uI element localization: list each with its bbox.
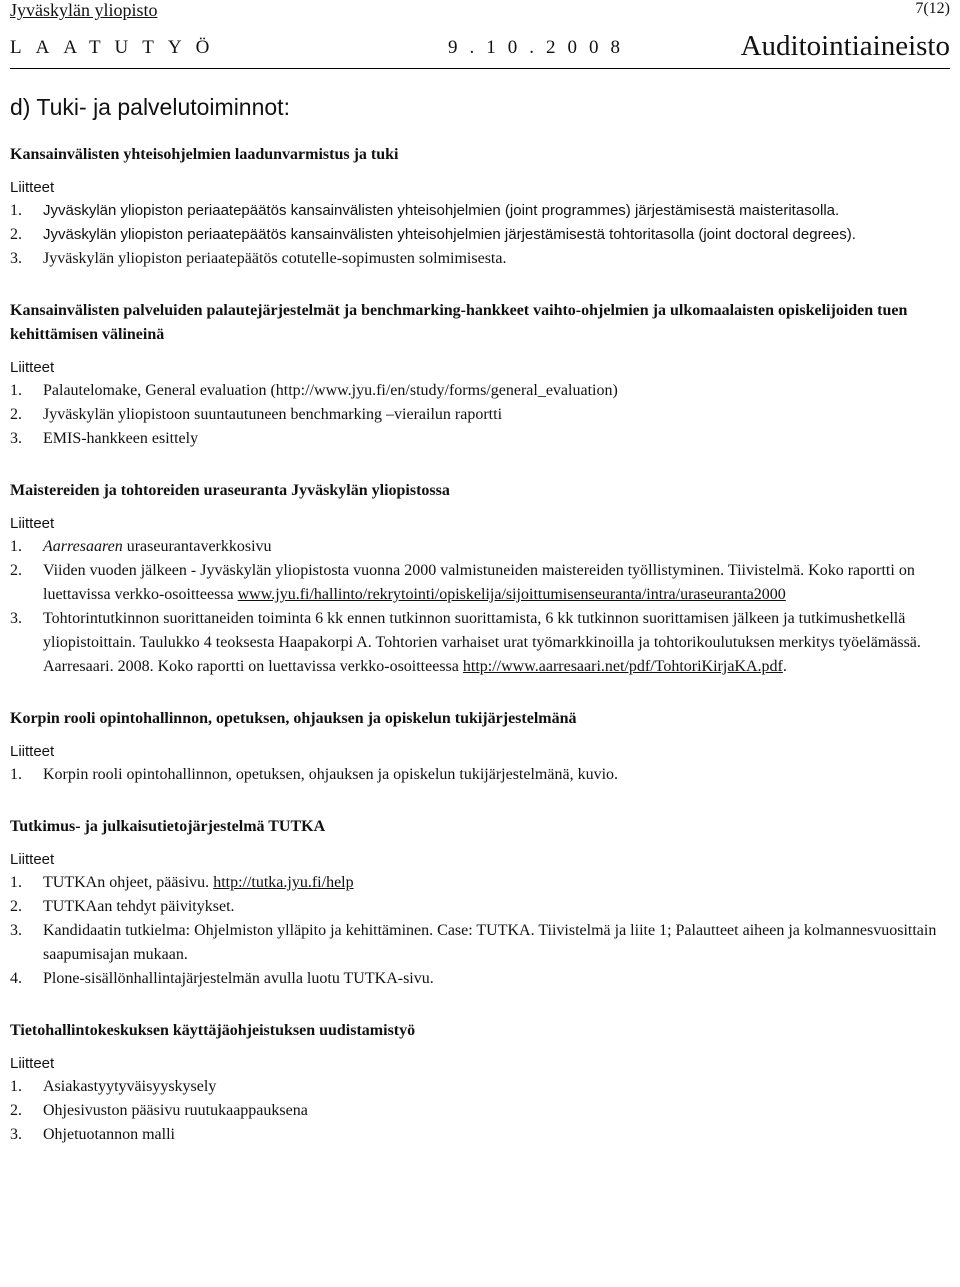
list-item: 1. Korpin rooli opintohallinnon, opetuksen, ohjauksen ja opiskelun tukijärjestelmänä, kuvio. [10,766,619,783]
attachments-label: Liitteet [10,515,55,532]
list-item: 3. Ohjetuotannon malli [10,1126,175,1143]
list-item: 3. Kandidaatin tutkielma: Ohjelmiston ylläpito ja kehittäminen. Case: TUTKA. Tiivistelmä ja liite 1; Palautteet aiheen ja kolmannesvuosittain saapumisajan mukaan. [10,922,937,963]
list-item: 4. Plone-sisällönhallintajärjestelmän avulla luotu TUTKA-sivu. [10,970,434,987]
document-body [10,94,950,1147]
block-title: Tutkimus- ja julkaisutietojärjestelmä TUTKA [10,818,326,835]
block-feedback-benchmarking [10,299,950,451]
block-title: Tietohallintokeskuksen käyttäjäohjeistuksen uudistamistyö [10,1022,416,1039]
section-heading: d) Tuki- ja palvelutoiminnot: [10,94,290,120]
report-link[interactable]: www.jyu.fi/hallinto/rekrytointi/opiskelija/sijoittumisenseuranta/intra/uraseuranta2000 [237,586,786,603]
attachments-label: Liitteet [10,743,55,760]
block-title: Maistereiden ja tohtoreiden uraseuranta Jyväskylän yliopistossa [10,482,450,499]
block-korppi [10,707,950,787]
list-item: 2. Ohjesivuston pääsivu ruutukaappauksena [10,1102,308,1119]
document-title: Auditointiaineisto [740,30,950,62]
header-divider [10,68,950,69]
header-subline [10,30,950,66]
list-item: 3. EMIS-hankkeen esittely [10,430,199,447]
list-item: 2. Jyväskylän yliopiston periaatepäätös kansainvälisten yhteisohjelmien järjestämisestä tohtoritasolla (joint doctoral degrees). [10,226,856,243]
block-international-programmes [10,143,950,271]
org-name[interactable]: Jyväskylän yliopisto [10,0,158,20]
list-item: 2. Jyväskylän yliopistoon suuntautuneen benchmarking –vierailun raportti [10,406,503,423]
report-link[interactable]: http://www.aarresaari.net/pdf/TohtoriKirjaKA.pdf [462,658,783,675]
list-item: 1. Jyväskylän yliopiston periaatepäätös kansainvälisten yhteisohjelmien (joint programmes) järjestämisestä maisteritasolla. [10,202,840,219]
block-title: Kansainvälisten palveluiden palautejärjestelmät ja benchmarking-hankkeet vaihto-ohjelmien ja ulkomaalaisten opiskelijoiden tuen kehittämisen välineinä [10,302,908,343]
list-item: 1. TUTKAn ohjeet, pääsivu. http://tutka.jyu.fi/help [10,874,354,891]
list-item: 1. Asiakastyytyväisyyskysely [10,1078,217,1095]
list-item: 1. Aarresaaren uraseurantaverkkosivu [10,538,272,555]
block-it-guidance [10,1019,950,1147]
block-tutka [10,815,950,991]
page-number: 7(12) [915,0,950,17]
list-item: 2. Viiden vuoden jälkeen - Jyväskylän yliopistosta vuonna 2000 valmistuneiden maistereiden työllistyminen. Tiivistelmä. Koko raportti on luettavissa verkko-osoitteessa www.jyu.fi/hallinto/rekrytointi/opiskelija/sijoittumisenseuranta/intra/uraseuranta2000 [10,562,915,603]
attachments-label: Liitteet [10,851,55,868]
attachments-label: Liitteet [10,359,55,376]
header-date: 9.10.2008 [448,37,632,58]
page-header [10,0,950,26]
block-title: Korpin rooli opintohallinnon, opetuksen, ohjauksen ja opiskelun tukijärjestelmänä [10,710,577,727]
laatutyo-label: LAATUTYÖ [10,37,224,58]
block-career-tracking [10,479,950,679]
list-item: 3. Tohtorintutkinnon suorittaneiden toiminta 6 kk ennen tutkinnon suorittamista, 6 kk tutkinnon suorittamisen jälkeen ja tutkimushetkellä yliopistoittain. Taulukko 4 teoksesta Haapakorpi A. Tohtorien varhaiset urat työmarkkinoilla ja tohtorikoulutuksen merkitys työelämässä. Aarresaari. 2008. Koko raportti on luettavissa verkko-osoitteessa http://www.aarresaari.net/pdf/TohtoriKirjaKA.pdf. [10,610,921,675]
list-item: 1. Palautelomake, General evaluation (http://www.jyu.fi/en/study/forms/general_evaluation) [10,382,618,399]
attachments-label: Liitteet [10,179,55,196]
block-title: Kansainvälisten yhteisohjelmien laadunvarmistus ja tuki [10,146,399,163]
tutka-help-link[interactable]: http://tutka.jyu.fi/help [213,874,354,891]
list-item: 2. TUTKAan tehdyt päivitykset. [10,898,235,915]
list-item: 3. Jyväskylän yliopiston periaatepäätös cotutelle-sopimusten solmimisesta. [10,250,507,267]
attachments-label: Liitteet [10,1055,55,1072]
